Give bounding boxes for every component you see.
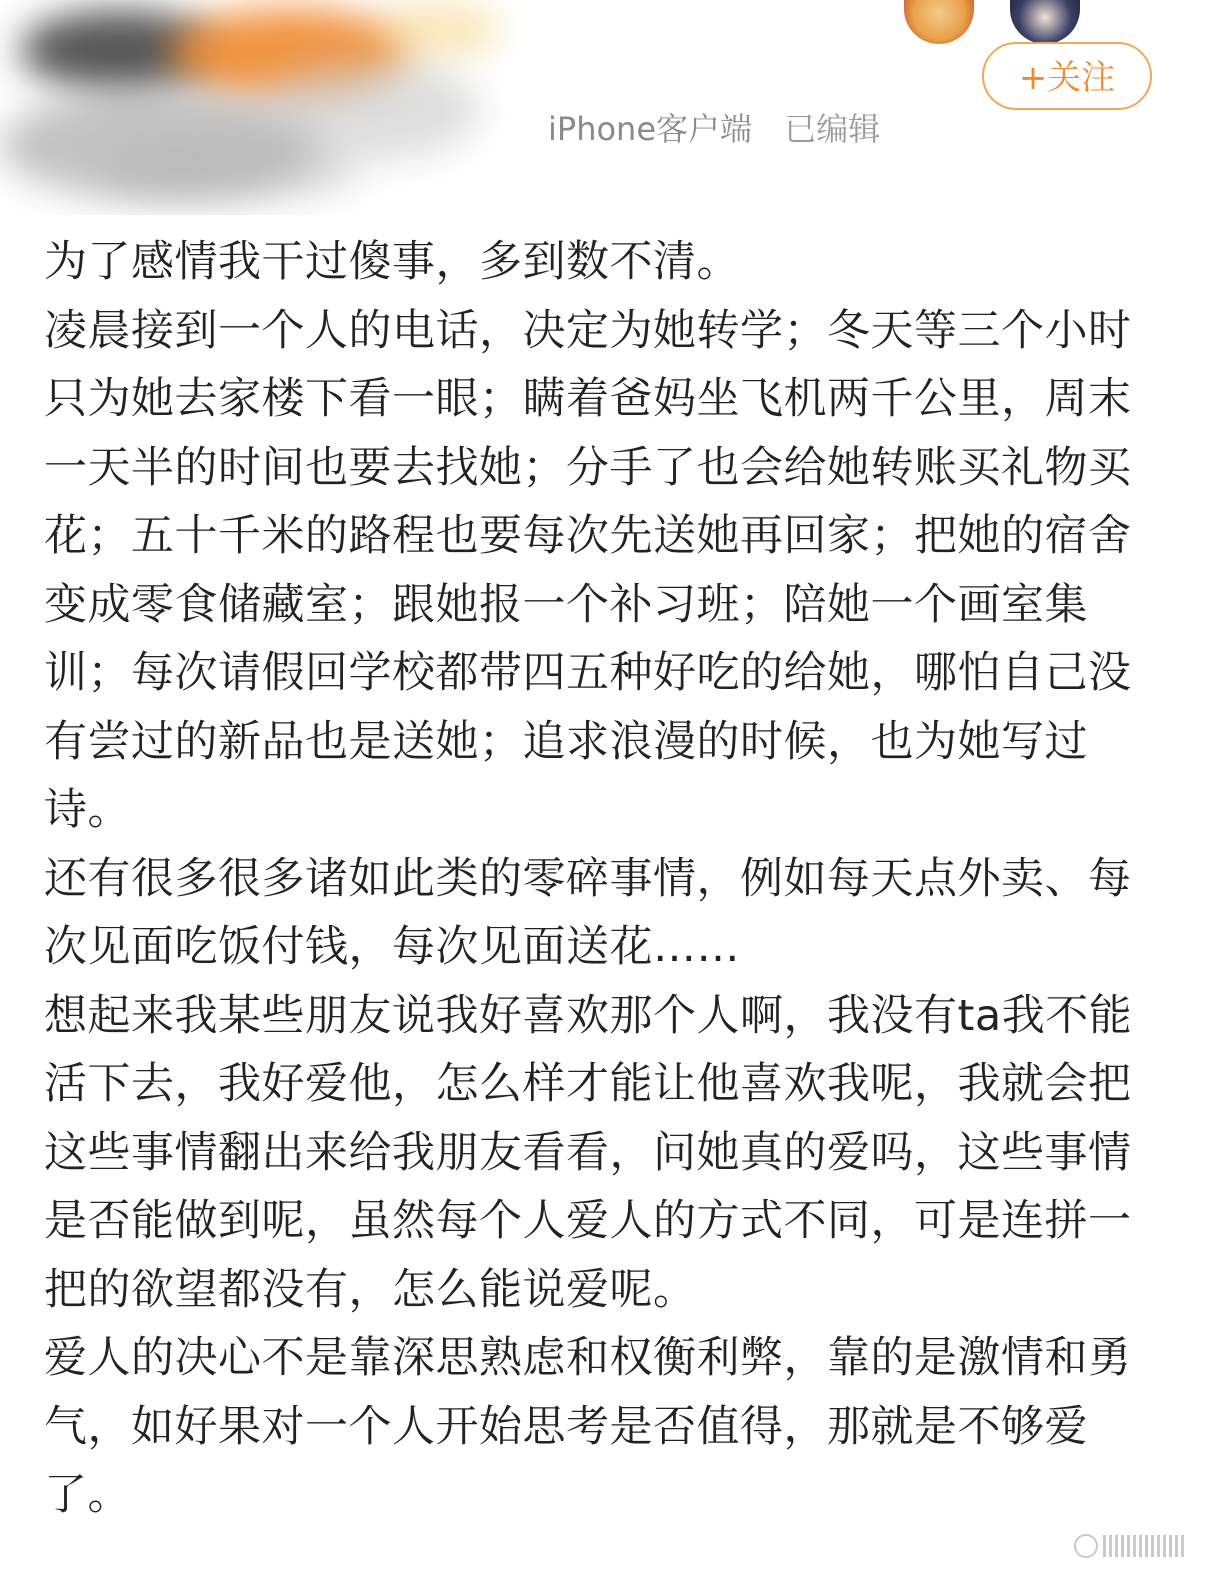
watermark-logo-icon xyxy=(1074,1534,1098,1558)
source-client: iPhone客户端 xyxy=(548,110,753,148)
paragraph: 凌晨接到一个人的电话，决定为她转学；冬天等三个小时只为她去家楼下看一眼；瞒着爸妈坐飞机两千公里，周末一天半的时间也要去找她；分手了也会给她转账买礼物买花；五十千米的路程也要每次先送她再回家；把她的宿舍变成零食储藏室；跟她报一个补习班；陪她一个画室集训；每次请假回学校都带四五种好吃的给她，哪怕自己没有尝过的新品也是送她；追求浪漫的时候，也为她写过诗。 xyxy=(44,305,1132,835)
paragraph: 爱人的决心不是靠深思熟虑和权衡利弊，靠的是激情和勇气，如好果对一个人开始思考是否值得，那就是不够爱了。 xyxy=(44,1333,1132,1520)
post-source xyxy=(548,104,880,150)
blurred-meta xyxy=(100,140,360,200)
paragraph: 想起来我某些朋友说我好喜欢那个人啊，我没有ta我不能活下去，我好爱他，怎么样才能让他喜欢我呢，我就会把这些事情翻出来给我朋友看看，问她真的爱吗，这些事情是否能做到呢，虽然每个人爱人的方式不同，可是连拼一把的欲望都没有，怎么能说爱呢。 xyxy=(44,990,1133,1315)
post-header xyxy=(0,0,1206,215)
paragraph: 还有很多很多诸如此类的零碎事情，例如每天点外卖、每次见面吃饭付钱，每次见面送花…… xyxy=(44,853,1132,972)
post-content xyxy=(44,228,1144,1530)
edited-label: 已编辑 xyxy=(784,110,881,148)
decoration-avatar xyxy=(1010,0,1080,44)
follow-button[interactable]: +关注 xyxy=(982,42,1152,110)
paragraph: 为了感情我干过傻事，多到数不清。 xyxy=(44,237,740,287)
watermark-bars xyxy=(1103,1535,1186,1557)
watermark xyxy=(1074,1533,1186,1559)
blurred-badge xyxy=(380,0,500,60)
decoration-avatar xyxy=(904,0,974,44)
blurred-author-info xyxy=(0,0,640,215)
